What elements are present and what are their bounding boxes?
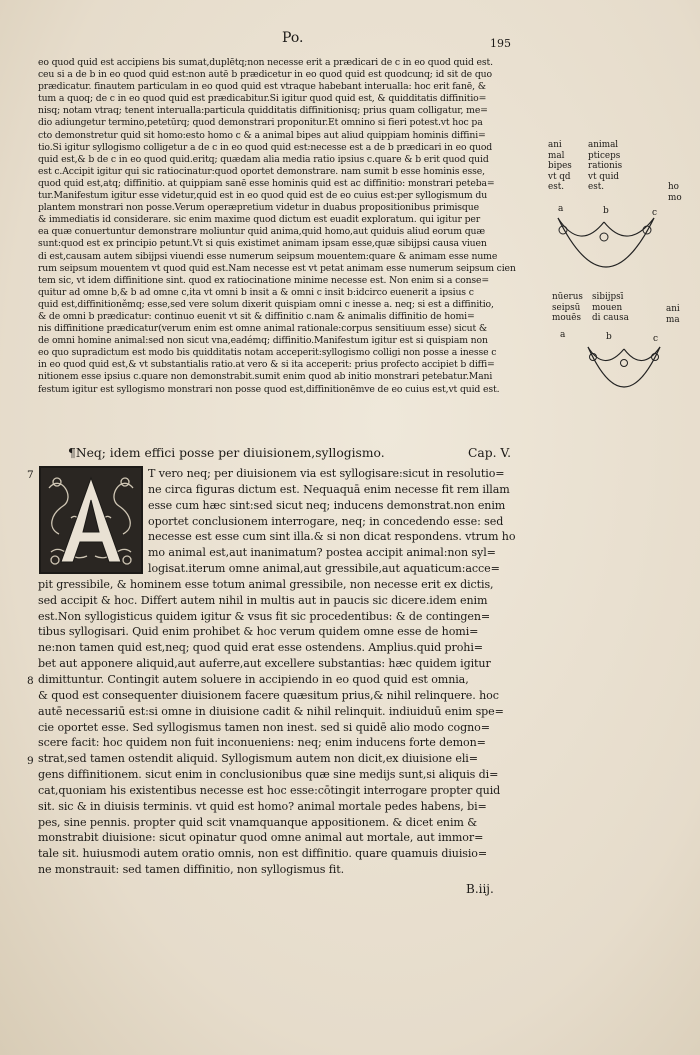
text-line: sed accipit & hoc. Differt autem nihil in multis aut in paucis sic dicere.idem enim [38, 593, 488, 607]
text-line: cat,quoniam his existentibus necesse est hoc esse:cōtingit interrogare propter quid [38, 783, 501, 797]
gloss-word: bipes [548, 161, 572, 171]
margin-number: 9 [27, 755, 34, 767]
text-line: logisat.iterum omne animal,aut gressibile,aut aquaticum:acce= [148, 562, 500, 576]
text-line: nis diffinitione prædicatur(verum enim est omne animal rationale:corpus sensitiuum esse) sicut & [38, 323, 488, 335]
text-line: ceu si a de b in eo quod quid est:non autē b prædicetur in eo quod quid est quodcunq; id sit de quo [38, 69, 492, 81]
gloss-column [666, 304, 680, 325]
gloss-word: pticeps [588, 150, 621, 161]
text-line: scere facit: hoc quidem non fuit inconueniens: neq; enim inducens forte demon= [38, 736, 486, 750]
gloss-word: est. [548, 182, 565, 192]
text-line: tio.Si igitur syllogismo colligetur a de c in eo quod quid est:necesse est a de b prædicari in eo quod [38, 141, 493, 153]
text-line: quid est,diffinitioněmq; esse,sed vere solum dixerit quispiam omni c inesse a. neq; si est a diffinitio, [38, 298, 494, 310]
gloss-word: ani [548, 140, 562, 150]
text-line: monstrabit diuisione: sicut opinatur quod omne animal aut mortale, aut immor= [38, 831, 484, 845]
text-line: & de omni b prædicatur: continuo euenit vt sit & diffinitio c.nam & animalis diffinitio de homi= [38, 310, 475, 322]
text-line: prædicatur. finautem particulam in eo quod quid est vtraque habebant interualla: hoc erit fanē, & [38, 81, 486, 93]
gloss-word: ho [668, 182, 679, 192]
text-line: di est,causam autem sibijpsi viuendi esse numerum seipsum mouentem:quare & animam esse nume [38, 250, 498, 262]
gloss-column [548, 140, 572, 193]
text-line: eo quo supradictum est modo bis quidditatis notam acceperit:syllogismo colligi non posse a inesse c [38, 347, 497, 359]
text-line: ea quæ conuertuntur demonstrare moliuntur quid anima,quid homo,aut quiduis aliud eorum quæ [38, 226, 485, 238]
text-line: dimittuntur. Contingit autem soluere in accipiendo in eo quod quid est omnia, [38, 672, 469, 686]
text-line: in eo quod quid est,& vt substantialis ratio.at vero & si ita acceperit: prius profecto accipiet b diffi= [38, 359, 495, 371]
text-line: ne monstrauit: sed tamen diffinitio, non syllogismus fit. [38, 863, 345, 877]
gloss-word: seipsū [552, 302, 581, 313]
text-line: tale sit. huiusmodi autem oratio omnis, non est diffinitio. quare quamuis diuisio= [38, 847, 488, 861]
text-line: pes, sine pennis. propter quid scit vnamquanque appositionem. & dicet enim & [38, 815, 478, 829]
syllogism-arcs-diagram [550, 212, 660, 290]
margin-number: 7 [27, 469, 34, 481]
pilcrow-icon: ¶ [68, 446, 76, 460]
text-line: nisq; notam vtraq; tenent interualla:particula quidditatis diffinitionisq; prius quam colligatur, me= [38, 105, 488, 117]
text-line: quid est,& b de c in eo quod quid.eritq; quædam alia media ratio ipsius c.quare & b erit quod quid [38, 153, 489, 165]
margin-number: 8 [27, 675, 34, 687]
diagram-letter: c [652, 208, 658, 218]
text-line: T vero neq; per diuisionem via est syllogisare:sicut in resolutio= [148, 467, 505, 480]
upper-text-block [38, 57, 540, 396]
text-line: oportet conclusionem interrogare, neq; in concedendo esse: sed [148, 514, 504, 528]
signature-mark: B.iij. [466, 882, 494, 896]
gloss-column [552, 292, 583, 324]
text-line: & quod est consequenter diuisionem facere quæsitum prius,& nihil relinquere. hoc [38, 688, 499, 702]
gloss-word: vt quid [588, 171, 620, 182]
text-line: quitur ad omne b,& b ad omne c,ita vt omni b insit a & omni c insit b:idcirco euenerit a ipsius c [38, 286, 474, 298]
text-line: tibus syllogisari. Quid enim prohibet & hoc verum quidem omne esse de homi= [38, 625, 479, 639]
gloss-word: vt qd [548, 171, 571, 182]
text-line: sunt:quod est ex principio petunt.Vt si quis existimet animam ipsam esse,quæ sibijpsi causa viuen [38, 238, 487, 250]
gloss-word: mo [668, 192, 682, 203]
text-line: tum a quoq; de c in eo quod quid est prædicabitur.Si igitur quod quid est, & quidditatis diffinitio= [38, 93, 487, 105]
diagram-letter: c [653, 334, 659, 344]
text-line: de omni homine animal:sed non sicut vna,eadémq; diffinitio.Manifestum igitur est si quispiam non [38, 335, 488, 347]
text-line: necesse est esse cum sint illa.& si non dicat respondens. vtrum ho [148, 530, 516, 544]
text-line: esse cum hæc sint:sed sicut neq; inducens demonstrat.non enim [148, 498, 506, 512]
text-line: tem sic, vt idem diffinitione sint. quod ex ratiocinatione minime necesse est. Non enim si a conse= [38, 274, 490, 286]
running-head: Po. [282, 30, 304, 46]
text-line: rum seipsum mouentem vt quod quid est.Nam necesse est vt petat animam esse numerum seipsum cien [38, 262, 516, 274]
gloss-word: mouen [592, 302, 623, 313]
text-line: sit. sic & in diuisis terminis. vt quid est homo? animal mortale pedes habens, bi= [38, 799, 487, 813]
diagram-letter: a [558, 204, 564, 214]
chapter-label: Cap. V. [468, 446, 512, 460]
text-line: ne circa figuras dictum est. Nequaquā enim necesse fit rem illam [148, 482, 510, 496]
gloss-word: ma [666, 314, 680, 325]
text-line: cie oportet esse. Sed syllogismus tamen non inest. sed si quidē alio modo cogno= [38, 720, 490, 734]
diagram-letter: b [606, 332, 612, 342]
text-line: strat,sed tamen ostendit aliquid. Syllogismum autem non dicit,ex diuisione eli= [38, 752, 478, 766]
text-line: festum igitur est syllogismo monstrari non posse quod est,diffinitionēmve de eo cuius est,vt quid est. [38, 383, 500, 395]
text-line: dio adiungetur termino,petetūrq; quod demonstrari proponitur.Et omnino si fieri potest.vt hoc pa [38, 117, 483, 129]
gloss-word: rationis [588, 161, 623, 171]
gloss-word: nūerus [552, 292, 583, 302]
text-line: autē necessariū est:si omne in diuisione cadit & nihil relinquit. indiuiduū enim spe= [38, 704, 504, 718]
lower-text-block [38, 466, 538, 878]
diagram-letter: a [560, 330, 566, 340]
gloss-column [668, 182, 682, 203]
gloss-word: mouēs [552, 313, 582, 323]
text-line: cto demonstretur quid sit homo:esto homo c & a animal bipes aut aliud quippiam hominis diffini= [38, 129, 486, 141]
text-line: nitionem esse ipsius c.quare non demonstrabit.sumit enim quod ab initio monstrari petebatur.Mani [38, 371, 493, 383]
gloss-word: sibijpsī [592, 292, 624, 302]
text-line: plantem monstrari non posse.Verum operæpretium videtur in duabus propositionibus primisque [38, 202, 479, 214]
gloss-word: di causa [592, 313, 629, 323]
gloss-column [592, 292, 629, 324]
text-line: tur.Manifestum igitur esse videtur,quid est in eo quod quid est de eo cuius est:per syllogismum du [38, 190, 488, 202]
gloss-word: est. [588, 182, 605, 192]
gloss-word: ani [666, 304, 680, 314]
text-line: gens diffinitionem. sicut enim in conclusionibus quæ sine medijs sunt,si aliquis di= [38, 768, 499, 782]
text-line: est c.Accipit igitur qui sic ratiocinatur:quod oportet demonstrare. nam sumit b esse hominis esse, [38, 165, 485, 177]
text-line: ne:non tamen quid est,neq; quod quid erat esse ostendens. Amplius.quid prohi= [38, 641, 483, 655]
gloss-word: animal [588, 140, 619, 150]
text-line: quod quid est,atq; diffinitio. at quippiam sanē esse hominis quid est ac diffinitio: monstrari peteba= [38, 177, 495, 189]
syllogism-arcs-diagram [584, 343, 664, 405]
section-heading: ¶Neq; idem effici posse per diuisionem,syllogismo. [68, 446, 385, 460]
text-line: pit gressibile, & hominem esse totum animal gressibile, non necesse erit ex dictis, [38, 577, 494, 591]
page-number: 195 [490, 37, 511, 50]
text-line: est.Non syllogisticus quidem igitur & vsus fit sic procedentibus: & de contingen= [38, 609, 491, 623]
diagram-letter: b [603, 206, 609, 216]
text-line: & immediatis id considerare. sic enim maxime quod dictum est euadit exploratum. qui igitur per [38, 214, 481, 226]
text-line: mo animal est,aut inanimatum? postea accipit animal:non syl= [148, 546, 496, 560]
gloss-column [588, 140, 622, 193]
text-line: eo quod quid est accipiens bis sumat,duplētq;non necesse erit a prædicari de c in eo quod quid est. [38, 57, 493, 68]
gloss-word: mal [548, 150, 565, 161]
text-line: bet aut apponere aliquid,aut auferre,aut excellere substantias: hæc quidem igitur [38, 657, 491, 671]
